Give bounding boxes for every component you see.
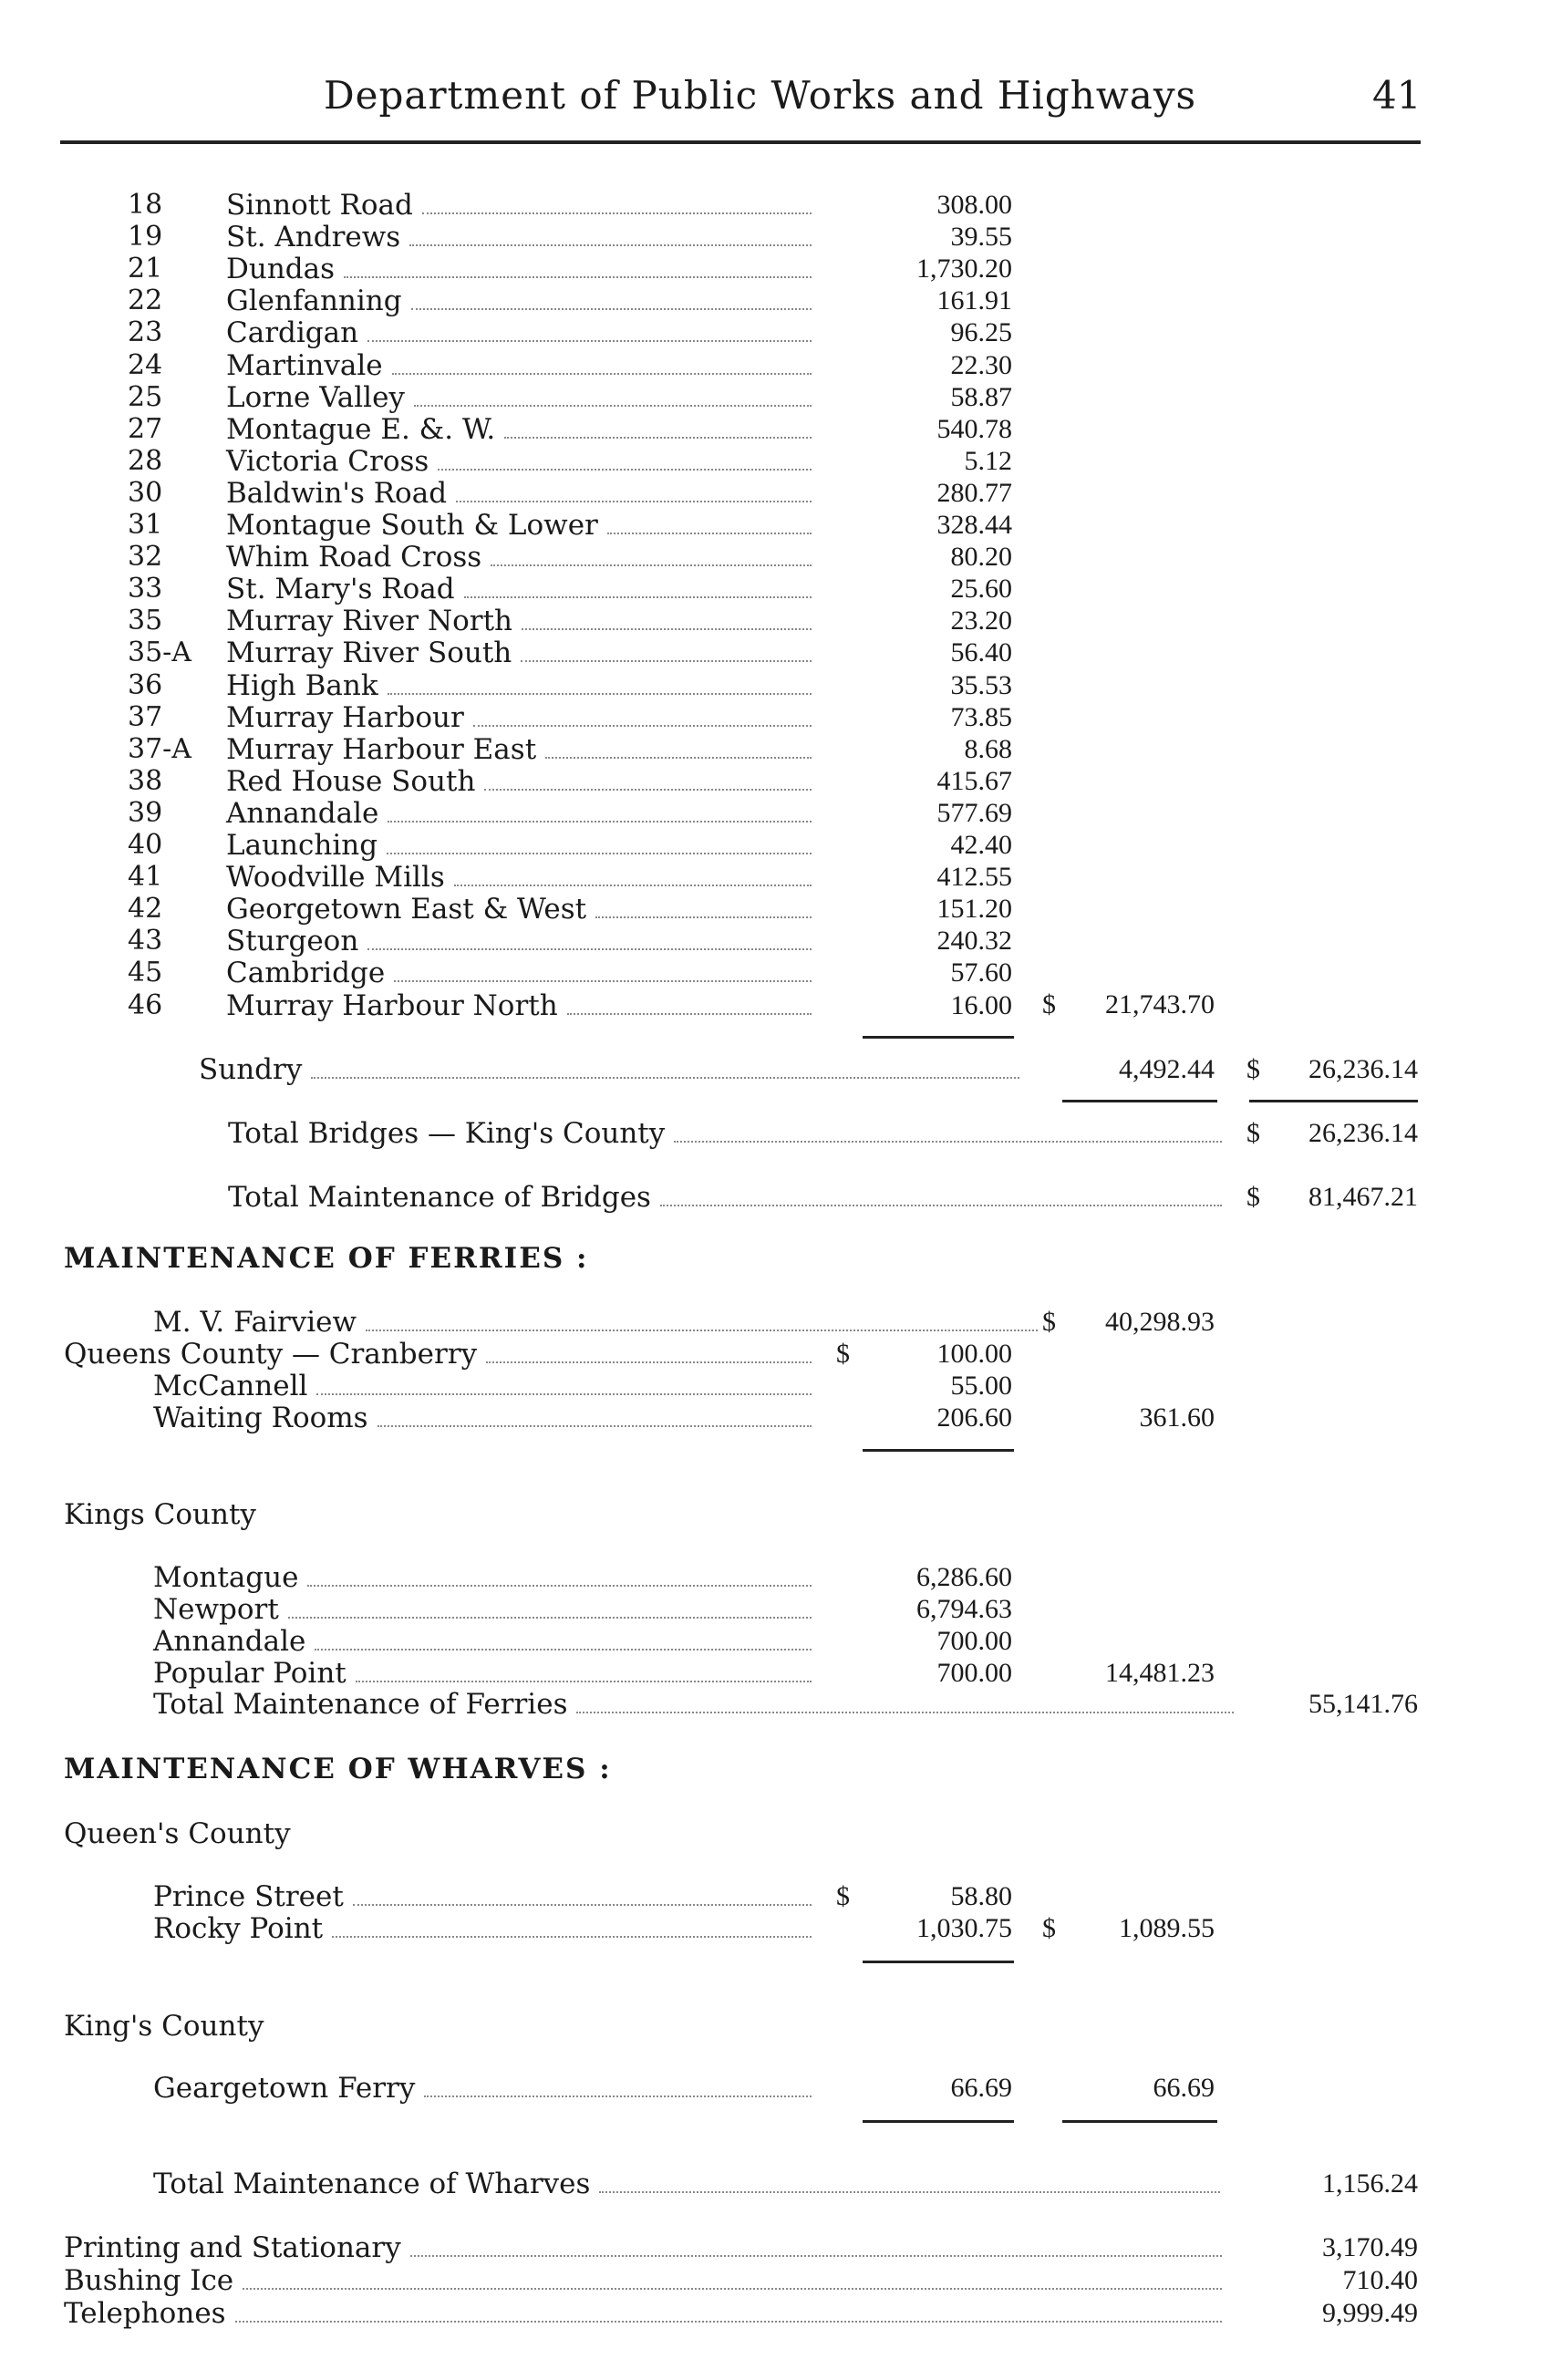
mccannell-label: McCannell	[153, 1370, 308, 1402]
bridge-number: 23	[128, 316, 163, 349]
leader-dots	[311, 1077, 1019, 1079]
leader-dots	[422, 212, 812, 214]
bridge-row	[0, 766, 1541, 797]
bridge-amount: 56.40	[950, 637, 1012, 668]
bridge-row	[0, 446, 1541, 477]
bridge-number: 25	[128, 380, 163, 413]
label-wrap	[226, 702, 812, 733]
bridge-row	[0, 414, 1541, 445]
bridge-row	[0, 285, 1541, 316]
leader-dots	[484, 789, 812, 791]
ferry-row	[0, 1658, 1541, 1689]
bridge-row	[0, 510, 1541, 541]
bridge-amount: 415.67	[936, 765, 1012, 796]
bridge-row	[0, 190, 1541, 221]
leader-dots	[454, 885, 812, 886]
bridge-name: Martinvale	[226, 348, 383, 382]
bridge-number: 33	[128, 573, 163, 605]
leader-dots	[307, 1585, 812, 1587]
bridge-name: High Bank	[226, 668, 378, 702]
bridge-row	[0, 574, 1541, 605]
label-wrap	[64, 1339, 812, 1370]
rocky-point-amount: 1,030.75	[916, 1913, 1012, 1943]
leader-dots	[367, 340, 812, 342]
queens-cranberry-row	[0, 1339, 1541, 1370]
label-wrap	[226, 542, 812, 573]
bridge-row	[0, 222, 1541, 253]
total-maintenance-bridges-amount: 81,467.21	[1308, 1182, 1418, 1212]
bridge-number: 18	[128, 189, 163, 221]
bridge-row	[0, 382, 1541, 413]
currency-sign: $	[1246, 1054, 1260, 1084]
total-maintenance-bridges-row	[0, 1182, 1541, 1213]
bridge-amount: 328.44	[936, 510, 1012, 540]
leader-dots	[491, 564, 812, 566]
leader-dots	[366, 1330, 1038, 1331]
bridge-amount: 1,730.20	[916, 254, 1012, 285]
leader-dots	[411, 308, 812, 310]
bridge-name: Victoria Cross	[226, 444, 429, 478]
total-ferries-amount: 55,141.76	[1308, 1689, 1418, 1719]
page-title: Department of Public Works and Highways	[324, 73, 1197, 118]
leader-dots	[660, 1205, 1222, 1206]
leader-dots	[316, 1393, 812, 1395]
bridge-amount: 8.68	[964, 733, 1012, 764]
sundry-label: Sundry	[199, 1053, 303, 1086]
bridge-amount: 39.55	[950, 222, 1012, 253]
bridge-amount: 73.85	[950, 701, 1012, 732]
total-wharves-row	[0, 2168, 1541, 2199]
bridge-name: Red House South	[226, 764, 476, 798]
bridge-number: 19	[128, 221, 163, 254]
leader-dots	[473, 725, 812, 727]
page-number: 41	[1372, 73, 1422, 118]
queens-ferries-total: 361.60	[1139, 1402, 1215, 1433]
leader-dots	[394, 980, 812, 982]
expense-label: Printing and Stationary	[64, 2231, 401, 2264]
bridge-name: St. Mary's Road	[226, 573, 455, 606]
label-wrap	[64, 2265, 1222, 2296]
geargetown-ferry-label: Geargetown Ferry	[153, 2072, 416, 2105]
leader-dots	[595, 916, 812, 918]
label-wrap	[226, 254, 812, 285]
label-wrap	[153, 1881, 812, 1912]
wharves-queens-total: 1,089.55	[1119, 1913, 1215, 1943]
bridges-subtotal-row	[0, 989, 1541, 1020]
bridge-name: Montague South & Lower	[226, 509, 598, 542]
leader-dots	[464, 596, 812, 598]
underline	[863, 1036, 1014, 1039]
rocky-point-row	[0, 1913, 1541, 1944]
bridge-name: Georgetown East & West	[226, 893, 587, 926]
ferry-row	[0, 1562, 1541, 1593]
bridge-number: 40	[128, 829, 163, 861]
leader-dots	[456, 501, 812, 502]
bridge-name: Murray Harbour North	[226, 988, 558, 1022]
bridge-number: 43	[128, 925, 163, 957]
waiting-rooms-row	[0, 1402, 1541, 1433]
leader-dots	[521, 660, 812, 662]
bridge-name: Sinnott Road	[226, 189, 413, 222]
label-wrap	[226, 478, 812, 509]
geargetown-ferry-amount: 66.69	[950, 2073, 1012, 2103]
label-wrap	[226, 862, 812, 893]
bridge-number: 45	[128, 957, 163, 989]
label-wrap	[226, 894, 812, 925]
leader-dots	[392, 373, 812, 375]
leader-dots	[332, 1936, 812, 1938]
bridge-amount: 280.77	[936, 477, 1012, 508]
bridge-amount: 540.78	[936, 413, 1012, 444]
fairview-amount: 40,298.93	[1105, 1307, 1215, 1337]
geargetown-ferry-row	[0, 2073, 1541, 2104]
label-wrap	[226, 734, 812, 765]
bridge-number: 30	[128, 476, 163, 509]
bridge-name: Whim Road Cross	[226, 541, 482, 574]
bridge-name: Baldwin's Road	[226, 476, 448, 510]
prince-street-label: Prince Street	[153, 1880, 344, 1913]
fairview-label: M. V. Fairview	[153, 1306, 357, 1339]
leader-dots	[388, 693, 812, 695]
bridge-name: Glenfanning	[226, 285, 402, 318]
bridge-row	[0, 542, 1541, 573]
bridge-amount: 96.25	[950, 317, 1012, 348]
bridge-amount: 35.53	[950, 669, 1012, 700]
bridge-name: Murray Harbour East	[226, 732, 537, 766]
leader-dots	[607, 533, 812, 534]
bridge-amount: 577.69	[936, 797, 1012, 828]
ferry-row	[0, 1594, 1541, 1625]
ferries-kings-total: 14,481.23	[1105, 1658, 1215, 1688]
bridge-number: 27	[128, 412, 163, 445]
label-wrap	[226, 766, 812, 797]
ferry-amount: 6,794.63	[916, 1594, 1012, 1624]
label-wrap	[226, 446, 812, 477]
bridge-amount: 308.00	[936, 190, 1012, 220]
label-wrap	[64, 2232, 1222, 2263]
label-wrap	[226, 285, 812, 316]
total-ferries-row	[0, 1689, 1541, 1720]
underline	[863, 2120, 1014, 2123]
leader-dots	[504, 437, 812, 439]
bridge-row	[0, 254, 1541, 285]
underline	[863, 1961, 1014, 1963]
label-wrap	[228, 1182, 1222, 1213]
prince-street-amount: 58.80	[950, 1881, 1012, 1911]
label-wrap	[153, 1594, 812, 1625]
bridge-number: 41	[128, 861, 163, 894]
bridge-name: Cardigan	[226, 316, 359, 350]
label-wrap	[153, 1658, 812, 1689]
total-wharves-label: Total Maintenance of Wharves	[153, 2168, 591, 2200]
bridge-number: 37-A	[128, 732, 191, 765]
label-wrap	[153, 1307, 1038, 1338]
wharves-kings-total: 66.69	[1153, 2073, 1215, 2103]
total-bridges-kings-row	[0, 1118, 1541, 1149]
total-maintenance-bridges-label: Total Maintenance of Bridges	[228, 1181, 651, 1214]
bridge-row	[0, 605, 1541, 636]
expense-label: Bushing Ice	[64, 2264, 234, 2297]
bridge-name: Woodville Mills	[226, 861, 445, 895]
bridge-number: 22	[128, 285, 163, 317]
underline	[1062, 2120, 1217, 2123]
total-bridges-kings-amount: 26,236.14	[1308, 1118, 1418, 1148]
label-wrap	[226, 190, 812, 221]
ferries-kings-heading: Kings County	[64, 1498, 256, 1531]
wharves-kings-heading: King's County	[64, 2010, 264, 2043]
label-wrap	[226, 926, 812, 957]
bridge-name: Murray River North	[226, 605, 513, 638]
waiting-rooms-label: Waiting Rooms	[153, 1402, 368, 1434]
label-wrap	[226, 605, 812, 636]
bridge-number: 21	[128, 253, 163, 285]
currency-sign: $	[836, 1339, 850, 1369]
currency-sign: $	[1246, 1182, 1260, 1212]
expense-amount: 3,170.49	[1322, 2232, 1418, 2262]
bridge-amount: 5.12	[964, 445, 1012, 476]
header-rule	[60, 140, 1421, 144]
bridge-amount: 80.20	[950, 542, 1012, 573]
bridge-number: 37	[128, 700, 163, 733]
label-wrap	[226, 222, 812, 253]
bridge-amount: 16.00	[950, 989, 1012, 1020]
leader-dots	[288, 1617, 812, 1619]
bridge-row	[0, 894, 1541, 925]
currency-sign: $	[1246, 1118, 1260, 1148]
mccannell-row	[0, 1371, 1541, 1402]
bridge-amount: 57.60	[950, 957, 1012, 988]
leader-dots	[315, 1649, 812, 1650]
bridge-number: 38	[128, 764, 163, 797]
expense-row	[0, 2265, 1541, 2296]
label-wrap	[153, 1913, 812, 1944]
sundry-amount: 4,492.44	[1119, 1054, 1215, 1084]
bridge-name: Launching	[226, 829, 378, 862]
label-wrap	[226, 957, 812, 988]
leader-dots	[576, 1712, 1234, 1713]
expense-amount: 710.40	[1342, 2265, 1418, 2295]
label-wrap	[226, 510, 812, 541]
label-wrap	[226, 414, 812, 445]
bridge-name: Lorne Valley	[226, 380, 405, 414]
leader-dots	[424, 2095, 812, 2097]
leader-dots	[414, 405, 812, 407]
bridge-number: 35	[128, 605, 163, 637]
rocky-point-label: Rocky Point	[153, 1912, 324, 1945]
leader-dots	[243, 2288, 1222, 2290]
leader-dots	[377, 1425, 812, 1427]
bridge-row	[0, 862, 1541, 893]
bridge-name: Murray Harbour	[226, 700, 464, 734]
underline	[1062, 1100, 1217, 1102]
label-wrap	[226, 382, 812, 413]
bridge-number: 24	[128, 348, 163, 381]
bridge-name: Murray River South	[226, 636, 512, 670]
label-wrap	[226, 317, 812, 348]
bridge-number: 28	[128, 444, 163, 477]
underline	[1249, 1100, 1418, 1102]
bridge-number: 39	[128, 796, 163, 829]
ferry-amount: 700.00	[936, 1658, 1012, 1688]
label-wrap	[226, 798, 812, 829]
expense-label: Telephones	[64, 2297, 226, 2330]
bridge-row	[0, 798, 1541, 829]
sundry-label-wrap	[199, 1054, 1019, 1085]
currency-sign: $	[1042, 1307, 1056, 1337]
bridge-name: St. Andrews	[226, 221, 401, 254]
label-wrap	[226, 637, 812, 668]
bridge-row	[0, 734, 1541, 765]
label-wrap	[153, 2073, 812, 2104]
leader-dots	[522, 628, 812, 630]
label-wrap	[153, 1626, 812, 1657]
expense-amount: 9,999.49	[1322, 2298, 1418, 2328]
currency-sign: $	[836, 1881, 850, 1911]
leader-dots	[344, 276, 812, 278]
sundry-row	[0, 1054, 1541, 1085]
ferry-name: Newport	[153, 1593, 279, 1626]
leader-dots	[353, 1904, 812, 1906]
bridge-row	[0, 478, 1541, 509]
ferry-name: Montague	[153, 1561, 299, 1594]
label-wrap	[226, 670, 812, 701]
leader-dots	[486, 1361, 812, 1363]
label-wrap	[153, 1371, 812, 1402]
bridge-number: 35-A	[128, 636, 191, 669]
prince-street-row	[0, 1881, 1541, 1912]
label-wrap	[153, 1689, 1234, 1720]
bridge-amount: 412.55	[936, 862, 1012, 893]
ferry-row	[0, 1626, 1541, 1657]
bridge-amount: 25.60	[950, 574, 1012, 605]
bridge-number: 31	[128, 509, 163, 541]
bridge-row	[0, 670, 1541, 701]
label-wrap	[226, 350, 812, 381]
bridge-name: Annandale	[226, 796, 379, 830]
queens-cranberry-label: Queens County — Cranberry	[64, 1338, 478, 1371]
bridge-amount: 161.91	[936, 285, 1012, 316]
leader-dots	[387, 853, 812, 854]
currency-sign: $	[1042, 1913, 1056, 1943]
expense-row	[0, 2232, 1541, 2263]
leader-dots	[599, 2191, 1220, 2193]
label-wrap	[153, 2168, 1220, 2199]
leader-dots	[410, 2255, 1222, 2257]
wharves-heading: MAINTENANCE OF WHARVES :	[64, 1753, 612, 1785]
sundry-total: 26,236.14	[1308, 1054, 1418, 1084]
ferry-amount: 700.00	[936, 1626, 1012, 1656]
bridge-row	[0, 830, 1541, 861]
bridge-name: Dundas	[226, 253, 336, 286]
leader-dots	[235, 2321, 1222, 2323]
currency-sign: $	[1042, 989, 1056, 1019]
bridge-row	[0, 637, 1541, 668]
label-wrap	[64, 2298, 1222, 2329]
ferry-name: Annandale	[153, 1625, 306, 1658]
fairview-row	[0, 1307, 1541, 1338]
bridge-number: 36	[128, 668, 163, 701]
label-wrap	[228, 1118, 1222, 1149]
leader-dots	[409, 244, 812, 246]
bridge-amount: 151.20	[936, 894, 1012, 925]
ferries-heading: MAINTENANCE OF FERRIES :	[64, 1242, 589, 1275]
bridge-amount: 42.40	[950, 830, 1012, 860]
total-bridges-kings-label: Total Bridges — King's County	[228, 1117, 666, 1150]
bridge-row	[0, 957, 1541, 988]
leader-dots	[545, 757, 812, 759]
bridge-row	[0, 702, 1541, 733]
bridges-subtotal: 21,743.70	[1105, 989, 1215, 1019]
bridge-amount: 240.32	[936, 926, 1012, 957]
queens-cranberry-amount: 100.00	[936, 1339, 1012, 1369]
ferry-name: Popular Point	[153, 1657, 346, 1690]
bridge-row	[0, 317, 1541, 348]
label-wrap	[226, 830, 812, 861]
waiting-rooms-amount: 206.60	[936, 1402, 1012, 1433]
underline	[863, 1449, 1014, 1452]
bridge-number: 32	[128, 541, 163, 574]
wharves-queens-heading: Queen's County	[64, 1817, 291, 1850]
bridge-name: Cambridge	[226, 957, 386, 990]
bridge-name: Montague E. &. W.	[226, 412, 496, 446]
ferry-amount: 6,286.60	[916, 1562, 1012, 1592]
label-wrap	[153, 1402, 812, 1433]
bridge-row	[0, 350, 1541, 381]
label-wrap	[153, 1562, 812, 1593]
leader-dots	[356, 1681, 812, 1682]
bridge-amount: 58.87	[950, 381, 1012, 412]
mccannell-amount: 55.00	[950, 1371, 1012, 1401]
leader-dots	[674, 1141, 1222, 1143]
bridge-name: Sturgeon	[226, 925, 359, 958]
bridge-amount: 22.30	[950, 349, 1012, 380]
expense-row	[0, 2298, 1541, 2329]
label-wrap	[226, 574, 812, 605]
leader-dots	[388, 821, 812, 823]
total-ferries-label: Total Maintenance of Ferries	[153, 1688, 568, 1721]
total-wharves-amount: 1,156.24	[1322, 2168, 1418, 2199]
bridge-number: 42	[128, 893, 163, 926]
leader-dots	[438, 469, 812, 471]
bridge-number: 46	[128, 988, 163, 1021]
bridge-row	[0, 926, 1541, 957]
bridge-amount: 23.20	[950, 605, 1012, 636]
leader-dots	[367, 948, 812, 950]
